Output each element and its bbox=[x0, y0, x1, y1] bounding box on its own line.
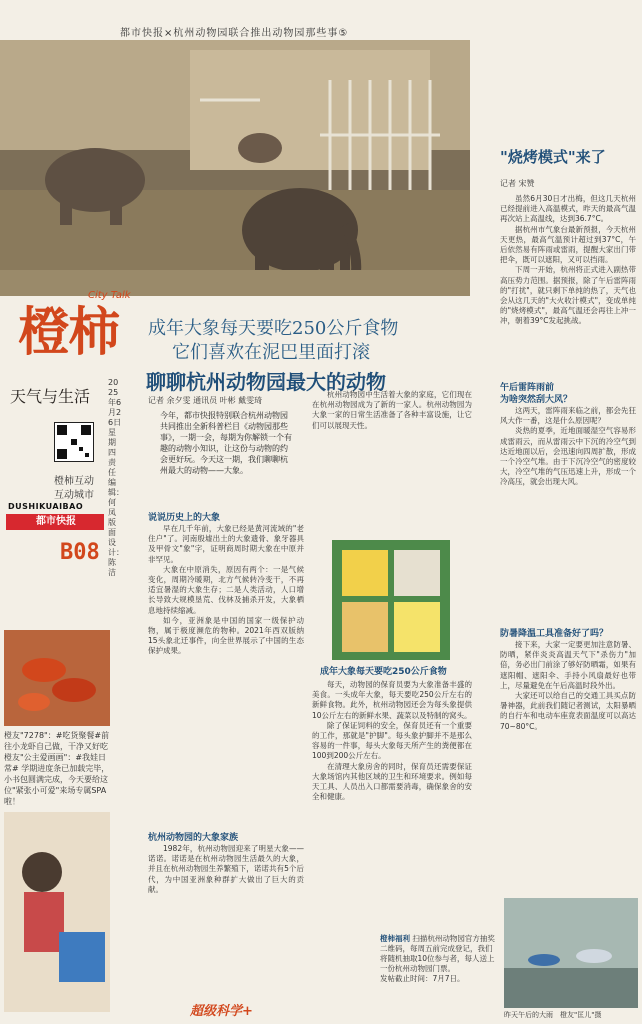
para-7: 除了保证饲料的安全，保育员还有一个重要的工作，那就是"护脚"。每头象护脚并不是那么容易的一件事，每头大象每天所产生的粪便都在100到200公斤左右。 bbox=[312, 720, 472, 761]
food-image bbox=[332, 540, 450, 660]
weather-subhead-1b: 为啥突然刮大风？ bbox=[500, 395, 573, 405]
rain-photo bbox=[504, 898, 638, 1008]
article-col-2 bbox=[312, 390, 472, 536]
elephant-photo bbox=[0, 40, 470, 296]
subhead-family: 杭州动物园的大象家族 bbox=[148, 833, 239, 843]
article-col-1b bbox=[148, 844, 304, 964]
headline-line2: 它们喜欢在泥巴里面打滚 bbox=[172, 342, 370, 363]
child-painting-photo bbox=[4, 812, 110, 1012]
para-4: 1982年，杭州动物园迎来了明星大象——诺诺。诺诺是在杭州动物园生活最久的大象，并且在杭州动物园生养繁殖下，诺诺共有5个后代，为中国亚洲象种群扩大做出了巨大的贡献。 bbox=[148, 844, 304, 894]
subhead-history: 说说历史上的大象 bbox=[148, 513, 221, 523]
brand-tag: City Talk bbox=[88, 290, 131, 301]
para-6: 每天，动物园的保育员要为大象准备丰盛的美食。一头成年大象，每天要吃250公斤左右的新鲜食物。此外，杭州动物园还会为每头象提供10公斤左右的新鲜水果、蔬菜以及特制的窝头。 bbox=[312, 680, 472, 720]
paper-badge: 都市快报 bbox=[6, 514, 104, 530]
article-col-1 bbox=[148, 524, 304, 824]
weather-byline: 记者 宋赞 bbox=[500, 179, 535, 188]
side-caption-2-text: 橙友"公主爱画画"：#我娃日常# 学期进度条已加载完毕，小书包圆满完成，今天要给这位"紧张小可爱"来场专属SPA啦！ bbox=[4, 753, 110, 806]
weather-subhead-2: 防暑降温工具准备好了吗？ bbox=[500, 629, 609, 639]
gift-title: 橙柿福利 bbox=[380, 934, 410, 943]
rain-caption: 昨天午后的大雨 橙友"匡儿"摄 bbox=[504, 1011, 602, 1019]
w-para-7: 大家还可以给自己的交通工具买点防暑神器，此前我们随记者测试，太阳暴晒的自行车和电动车座竟表面温度可以高达70~80°C。 bbox=[500, 691, 636, 731]
para-1: 早在几千年前，大象已经是黄河流域的"老住户"了。河南殷墟出土的大象遗骨、象牙器具及甲骨文"象"字，证明商周时期大象在中原并非罕见。 bbox=[148, 524, 304, 564]
w-para-1: 虽然6月30日才出梅，但这几天杭州已经提前进入高温模式，昨天的最高气温再次站上高温线，达到36.7°C。 bbox=[500, 194, 636, 224]
gift-box bbox=[380, 934, 498, 1018]
elephant-scene bbox=[0, 40, 470, 296]
page-number: B08 bbox=[60, 540, 100, 565]
headline-main: 聊聊杭州动物园最大的动物 bbox=[146, 370, 386, 394]
rain-image bbox=[504, 898, 638, 1008]
w-para-4: 这两天，雷阵雨来临之前，都会先狂风大作一番，这是什么原因呢？ bbox=[500, 406, 636, 426]
headline-line1: 成年大象每天要吃250公斤食物 bbox=[148, 318, 399, 339]
weather-col-2 bbox=[500, 406, 636, 606]
article-col-3 bbox=[312, 680, 472, 960]
weather-col-3 bbox=[500, 640, 636, 890]
food-photo bbox=[332, 540, 450, 660]
gift-text: 扫描杭州动物园官方抽奖二维码，每周五前完成登记，我们将随机抽取10位参与者，每人送上一份杭州动物园门票。 bbox=[380, 934, 495, 973]
article-intro: 今年，都市快报特别联合杭州动物园共同推出全新科普栏目《动物园那些事》，一期一会，每期为你解锁一个有趣的动物小知识，让这份与动物的约会更好玩。今天这一期，我们聊聊杭州最大的动物——大象。 bbox=[160, 411, 292, 475]
weather-subhead-1: 午后雷阵雨前 bbox=[500, 383, 555, 393]
science-promo: 超级科学+ bbox=[190, 1004, 253, 1019]
date-line: 2025年6月26日 星期四 责任编辑：何凤 版面设计：陈洁 bbox=[108, 378, 124, 577]
weather-col-1 bbox=[500, 194, 636, 376]
w-para-5: 炎热的夏季，近地面暖湿空气容易形成雷雨云，而从雷雨云中下沉的冷空气到达近地面以后，会迅速向四周扩散，形成一个冷空气堆。由于下沉冷空气的密度较大，冷空气堆的气压迅速上升，形成一个冷高压，就会出现大风。 bbox=[500, 426, 636, 487]
qr-pattern bbox=[55, 423, 93, 461]
w-para-6: 接下来，大家一定要更加注意防暑、防晒，紧伴炎炎高温天气下"杀伤力"加倍，务必出门前涂了够好防晒霜，如果有遮阳帽、遮阳伞、手持小风扇最好也带上，尽量避免在午后高温时段外出。 bbox=[500, 640, 636, 690]
qr-caption-1: 橙柿互动 bbox=[54, 476, 94, 487]
article-byline: 记者 余夕雯 通讯员 叶彬 戴雯琦 bbox=[148, 396, 263, 405]
qr-code[interactable] bbox=[54, 422, 94, 462]
w-para-2: 据杭州市气象台最新预报，今天杭州天更热，最高气温预计超过到37°C，午后依然易有阵雨或雷雨，提醒大家出门带把伞，既可以遮阳，又可以挡雨。 bbox=[500, 224, 636, 265]
side-caption-1-text: 橙友"7278"：#吃货聚餐#前往小龙虾自己做，干净又好吃 bbox=[4, 731, 110, 751]
crayfish-image bbox=[4, 630, 110, 726]
w-para-3: 下周一开始，杭州将正式进入副热带高压势力范围。据预报，除了午后雷阵雨的"打扰"，就只剩下单纯的热了，天气也会从这几天的"大火收汁模式"，变成单纯的"烧烤模式"，最高气温还会再往上冲一冲，朝着39°C发起挑战。 bbox=[500, 265, 636, 326]
weather-headline: "烧烤模式"来了 bbox=[500, 148, 606, 166]
side-caption-1 bbox=[4, 730, 110, 807]
para-2: 大象在中原消失，原因有两个：一是气候变化，周期冷暖期，北方气候转冷变干，不再适宜暑湿的大象生存；二是人类活动，人口增长导致大规模垦荒、伐林及捕杀开发，大象栖息地持续缩减。 bbox=[148, 564, 304, 615]
paper-pinyin: DUSHIKUAIBAO bbox=[8, 502, 84, 511]
qr-caption-2: 互动城市 bbox=[54, 490, 94, 501]
section-title: 天气与生活 bbox=[10, 387, 91, 406]
brand-logo: 橙柿 bbox=[18, 302, 119, 363]
para-8: 在清理大象房舍的同时，保育员还需要保证大象场馆内其他区域的卫生和环境要求。例如每天工具、人员出入口都需要消毒，确保象舍的安全和健康。 bbox=[312, 761, 472, 802]
gift-deadline: 发帖截止时间：7月7日。 bbox=[380, 974, 465, 983]
food-caption: 成年大象每天要吃250公斤食物 bbox=[320, 667, 447, 677]
para-5: 杭州动物园中生活着大象的家庭，它们现在在杭州动物园成为了新的一家人。杭州动物园为大象一家的日常生活准备了各种丰富设施，让它们可以展现天性。 bbox=[312, 390, 472, 430]
para-3: 如今，亚洲象是中国的国家一级保护动物，属于极度濒危的物种。2021年西双版纳15头象北迁事件，向全世界展示了中国的生态保护成果。 bbox=[148, 615, 304, 656]
child-image bbox=[4, 812, 110, 1012]
crayfish-photo bbox=[4, 630, 110, 726]
banner-text: 都市快报×杭州动物园联合推出动物园那些事⑤ bbox=[120, 28, 349, 39]
